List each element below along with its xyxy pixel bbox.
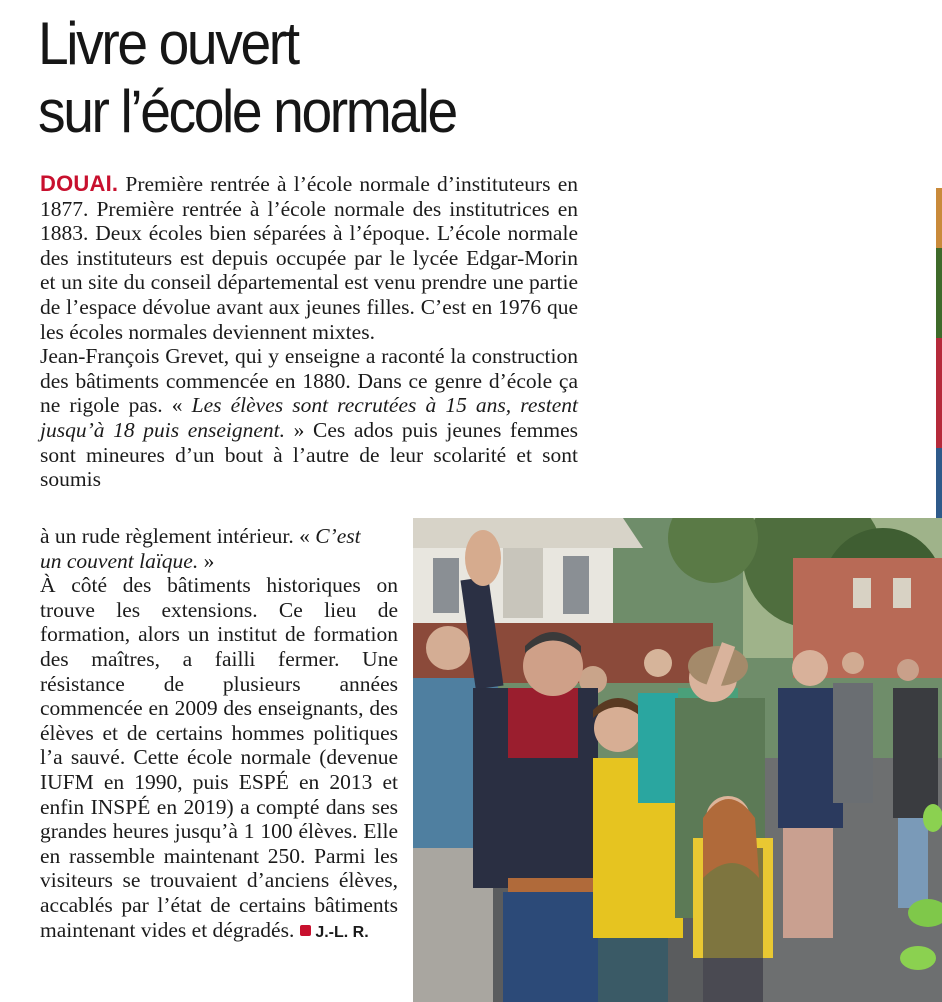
paragraph-2-text-b: » Ces ados puis jeunes femmes sont mineures d’un bout à l’autre de leur scolarité et sont soumis (40, 417, 578, 492)
headline-line-1: Livre ouvert (38, 10, 298, 77)
paragraph-1-text: Première rentrée à l’école normale d’instituteurs en 1877. Première rentrée à l’école normale des institutrices en 1883. Deux écoles bien séparées à l’époque. L’école normale des instituteurs est depuis occupée par le lycée Edgar-Morin et un site du conseil départemental est venu prendre une partie de l’espace dévolue avant aux jeunes filles. C’est en 1976 que les écoles normales deviennent mixtes. (40, 172, 578, 344)
signature-square-icon (300, 925, 311, 936)
paragraph-2-quote-1: Les élèves sont recrutées à 15 ans, restent jusqu’à 18 puis enseignent. (40, 393, 578, 442)
headline (38, 10, 553, 146)
paragraph-2-text-a: Jean-François Grevet, qui y enseigne a raconté la construction des bâtiments commencée en 1880. Dans ce genre d’école ça ne rigole pas. « (40, 344, 578, 418)
paragraph-1 (40, 172, 578, 344)
author-signature: J.-L. R. (315, 923, 369, 941)
article-body-column (40, 524, 398, 945)
headline-line-2: sur l’école normale (38, 78, 456, 145)
paragraph-2-text-d: » (198, 548, 215, 573)
paragraph-2 (40, 344, 578, 492)
article-body-top (40, 172, 578, 492)
paragraph-3 (40, 573, 398, 945)
paragraph-2-text-c: à un rude règlement intérieur. « (40, 524, 316, 548)
paragraph-2-continued (40, 524, 398, 573)
paragraph-2-quote-2a: C’est (315, 524, 361, 548)
paragraph-3-text: À côté des bâtiments historiques on trouve les extensions. Ce lieu de formation, alors un institut de formation des maîtres, a failli fermer. Une résistance de plusieurs années commencée en 2009 des enseignants, des élèves et de certains hommes politiques l’a sauvé. Cette école normale (devenue IUFM en 1990, puis ESPÉ en 2013 et enfin INSPÉ en 2019) a compté dans ses grandes heures jusqu’à 1 100 élèves. Elle en rassemble maintenant 250. Parmi les visiteurs se trouvaient d’anciens élèves, accablés par l’état de certains bâtiments maintenant vides et dégradés. (40, 573, 398, 942)
paragraph-2-quote-2b: un couvent laïque. (40, 548, 199, 573)
dateline: DOUAI. (40, 171, 119, 196)
adjacent-photo-edge (936, 188, 942, 518)
visit-photo (413, 518, 942, 1002)
